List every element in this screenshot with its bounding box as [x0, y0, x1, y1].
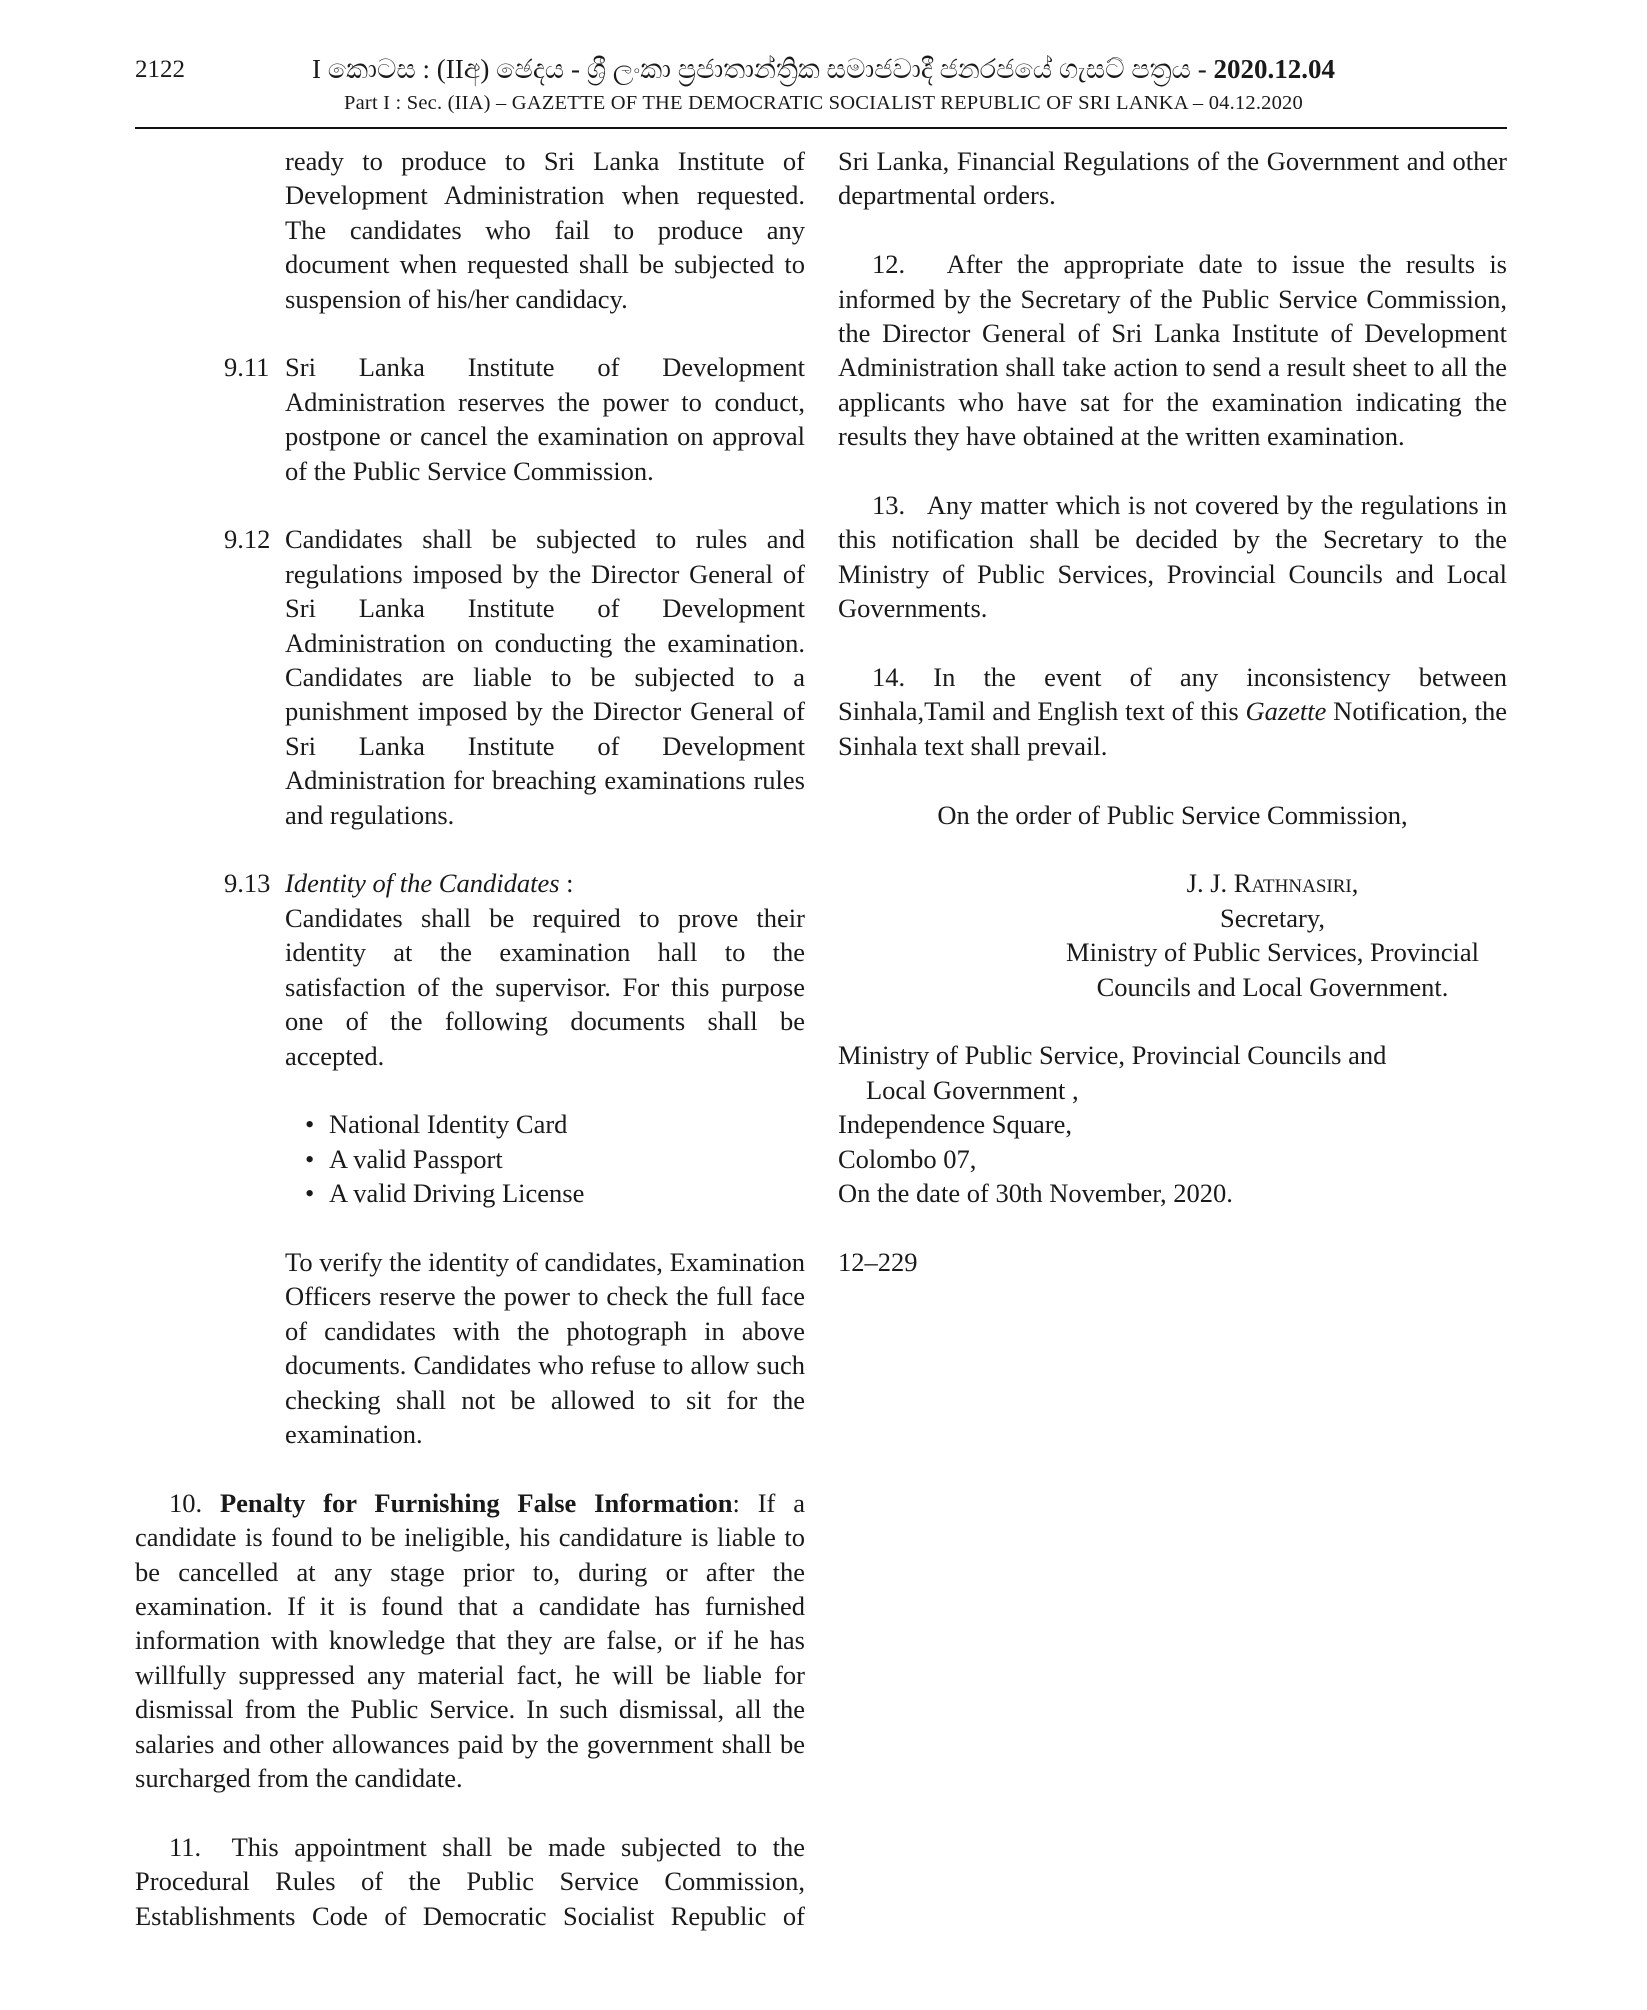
signatory-office: Ministry of Public Services, Provincial [1066, 937, 1479, 968]
section-text: This appointment shall be made subjected to the Procedural Rules of the Public Service Commission, Establishments Code of Democratic Socialist Republic of [135, 1831, 805, 1931]
section-13 [838, 488, 1507, 626]
item-heading [285, 866, 805, 900]
bullet-icon: • [305, 1178, 315, 1209]
list-item [285, 1176, 805, 1210]
order-line: On the order of Public Service Commission, [937, 799, 1408, 830]
identity-heading: Identity of the Candidates [285, 868, 560, 899]
section-text: After the appropriate date to issue the results is informed by the Secretary of the Public Service Commission, the Director General of Sri Lanka Institute of Development Administration shall take action to send a result sheet to all the applicants who have sat for the examination indicating the results they have obtained at the written examination. [838, 249, 1507, 452]
section-14 [838, 660, 1507, 763]
verify-text: To verify the identity of candidates, Examination Officers reserve the power to check the full face of candidates with the photograph in above documents. Candidates who refuse to allow such checking shall not be allowed to sit for the examination. [285, 1246, 805, 1449]
document-name: A valid Passport [329, 1143, 503, 1174]
signature-block [838, 866, 1507, 1004]
item-9-12 [135, 522, 805, 832]
item-text: Candidates shall be required to prove their identity at the examination hall to the satisfaction of the supervisor. For this purpose one of the following documents shall be accepted. [285, 902, 805, 1071]
item-text: Candidates shall be subjected to rules and regulations imposed by the Director General of Sri Lanka Institute of Development Administration on conducting the examination. Candidates are liable to be subjected to a punishment imposed by the Director General of Sri Lanka Institute of Development Administration for breaching examinations rules and regulations. [285, 524, 805, 830]
section-number: 13. [872, 490, 906, 521]
document-name: National Identity Card [329, 1109, 568, 1140]
section-text: In the event of any inconsistency between Sinhala,Tamil and English text of this [838, 662, 1507, 727]
header-rule [135, 127, 1507, 129]
address-date: On the date of 30th November, 2020. [838, 1178, 1233, 1209]
bullet-icon: • [305, 1109, 315, 1140]
item-number: 9.11 [224, 352, 270, 383]
section-10 [135, 1486, 805, 1796]
list-item [285, 1107, 805, 1141]
right-column [838, 144, 1507, 1279]
item-9-11 [135, 350, 805, 488]
header-english-line: Part I : Sec. (IIA) – GAZETTE OF THE DEMOCRATIC SOCIALIST REPUBLIC OF SRI LANKA – 04.12.2020 [344, 92, 1303, 114]
reference-number: 12–229 [838, 1246, 918, 1277]
signatory-office: Councils and Local Government. [1096, 971, 1449, 1002]
heading-suffix: : [559, 868, 574, 899]
item-number: 9.13 [224, 868, 271, 899]
header-sinhala-date: 2020.12.04 [1213, 54, 1335, 84]
address-line: Colombo 07, [838, 1143, 977, 1174]
section-number: 14. [872, 662, 906, 693]
item-text: Sri Lanka Institute of Development Administration reserves the power to conduct, postpone or cancel the examination on approval of the Public Service Commission. [285, 352, 805, 486]
section-11 [135, 1830, 805, 1933]
continuation-text: ready to produce to Sri Lanka Institute of Development Administration when requested. The candidates who fail to produce any document when requested shall be subjected to suspension of his/her candidacy. [285, 146, 805, 314]
document-list [135, 1107, 805, 1210]
header-sinhala-line [0, 54, 1647, 86]
address-line: Ministry of Public Service, Provincial Councils and [838, 1040, 1387, 1071]
item-9-13 [135, 866, 805, 1072]
section-number: 11. [169, 1831, 202, 1862]
section-text-end: Notification, the Sinhala text shall prevail. [838, 696, 1507, 761]
document-name: A valid Driving License [329, 1178, 585, 1209]
header-sinhala-text: I කොටස : (IIඅ) ඡෙදය - ශ්‍රී ලංකා ප්‍රජාතාන්ත්‍රික සමාජවාදී ජනරජයේ ගැසට් පත්‍රය - [312, 54, 1214, 84]
left-column [135, 144, 805, 1933]
section-number: 10. [169, 1487, 203, 1518]
signatory-name: J. J. Rathnasiri, [1186, 868, 1359, 899]
section-11-continued: Sri Lanka, Financial Regulations of the Government and other departmental orders. [838, 146, 1507, 211]
page-number: 2122 [135, 56, 185, 83]
item-number: 9.12 [224, 524, 271, 555]
section-text: Any matter which is not covered by the regulations in this notification shall be decided by the Secretary to the Ministry of Public Services, Provincial Councils and Local Governments. [838, 490, 1507, 624]
section-12 [838, 247, 1507, 453]
gazette-italic: Gazette [1245, 696, 1327, 727]
address-line: Local Government , [866, 1074, 1079, 1105]
section-heading: Penalty for Furnishing False Information [219, 1487, 733, 1518]
bullet-icon: • [305, 1143, 315, 1174]
signatory-title: Secretary, [1220, 902, 1325, 933]
address-line: Independence Square, [838, 1109, 1072, 1140]
list-item [285, 1142, 805, 1176]
section-number: 12. [872, 249, 906, 280]
address-block [838, 1038, 1507, 1210]
section-text: : If a candidate is found to be ineligible, his candidature is liable to be cancelled at any stage prior to, during or after the examination. If it is found that a candidate has furnished information with knowledge that they are false, or if he has willfully suppressed any material fact, he will be liable for dismissal from the Public Service. In such dismissal, all the salaries and other allowances paid by the government shall be surcharged from the candidate. [135, 1487, 805, 1793]
